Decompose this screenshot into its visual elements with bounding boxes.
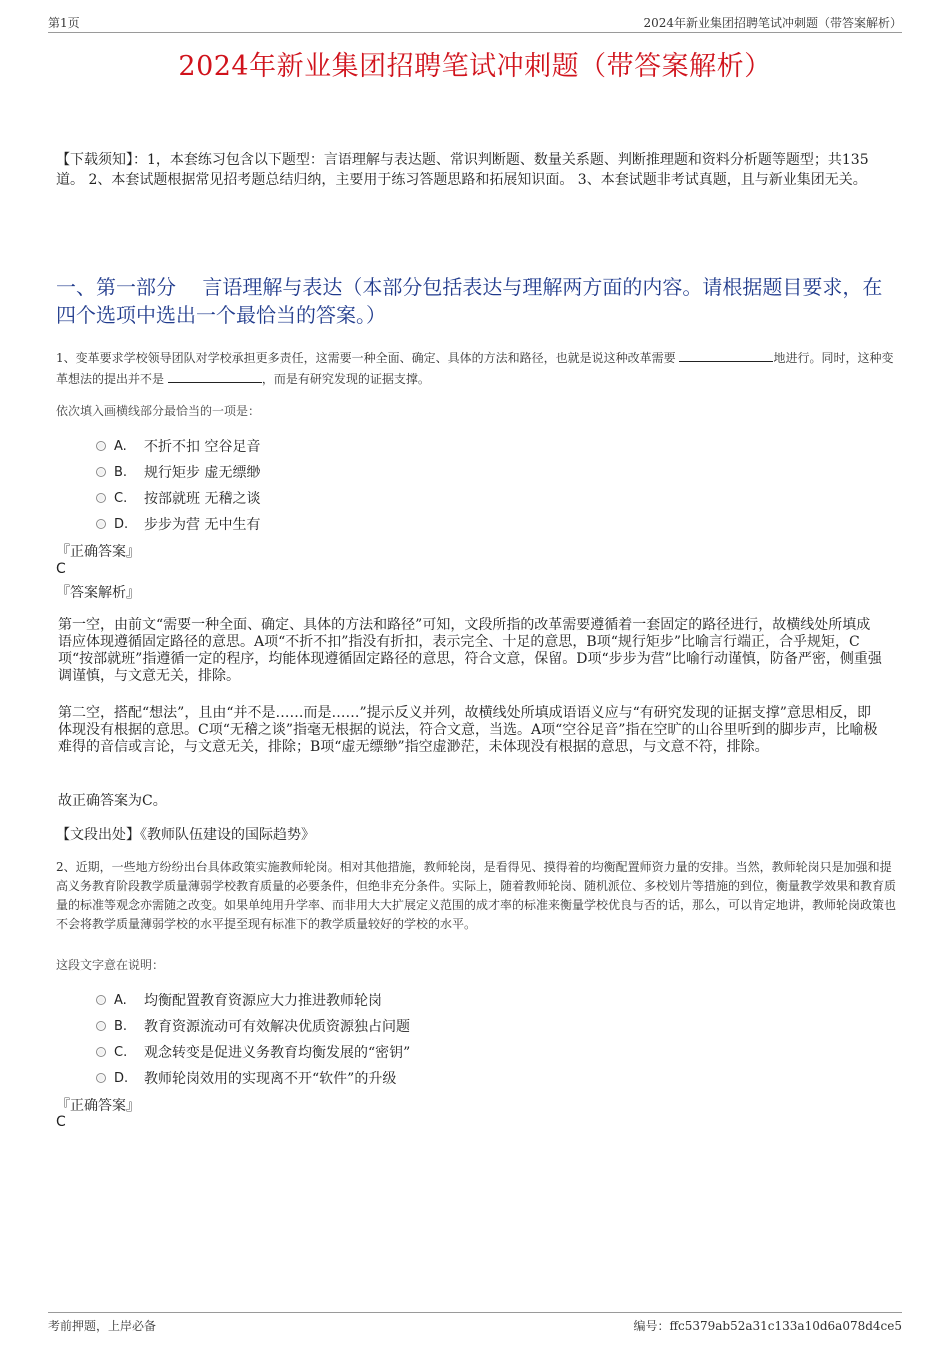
question-2-prompt: 这段文字意在说明： [56,958,165,972]
option-b[interactable]: B. 教育资源流动可有效解决优质资源独占问题 [96,1013,410,1039]
text-source: 【文段出处】《教师队伍建设的国际趋势》 [56,827,315,843]
option-d[interactable]: D. 步步为营 无中生有 [96,511,260,537]
question-1-stem: 1、变革要求学校领导团队对学校承担更多责任，这需要一种全面、确定、具体的方法和路径，也就是说这种改革需要 地进行。同时，这种变革想法的提出并不是 ，而是有研究发现的证据支撑。 [56,347,898,389]
header-doc-title: 2024年新业集团招聘笔试冲刺题（带答案解析） [643,16,902,30]
option-a[interactable]: A. 不折不扣 空谷足音 [96,433,260,459]
radio-icon[interactable] [96,1047,106,1057]
section-heading: 一、第一部分 言语理解与表达（本部分包括表达与理解两方面的内容。请根据题目要求，在四个选项中选出一个最恰当的答案。） [56,275,883,327]
option-d[interactable]: D. 教师轮岗效用的实现离不开“软件”的升级 [96,1065,410,1091]
radio-icon[interactable] [96,1021,106,1031]
radio-icon[interactable] [96,519,106,529]
analysis-label: 『答案解析』 [56,585,140,601]
correct-answer-label: 『正确答案』 [56,1098,140,1114]
page-number: 第1页 [48,16,80,30]
question-2-options [96,987,410,1091]
question-1-options [96,433,260,537]
option-c[interactable]: C. 观念转变是促进义务教育均衡发展的“密钥” [96,1039,410,1065]
correct-answer: C [56,561,66,577]
answer-blank-1 [679,347,773,362]
radio-icon[interactable] [96,1073,106,1083]
option-b[interactable]: B. 规行矩步 虚无缥缈 [96,459,260,485]
radio-icon[interactable] [96,441,106,451]
download-notice: 【下载须知】：1，本套练习包含以下题型：言语理解与表达题、常识判断题、数量关系题、判断推理题和资料分析题等题型；共135道。 2、本套试题根据常见招考题总结归纳，主要用于练习答题思路和拓展知识面。 3、本套试题非考试真题，且与新业集团无关。 [56,152,869,188]
answer-blank-2 [168,368,262,383]
analysis-conclusion: 故正确答案为C。 [58,793,167,809]
option-a[interactable]: A. 均衡配置教育资源应大力推进教师轮岗 [96,987,410,1013]
radio-icon[interactable] [96,467,106,477]
radio-icon[interactable] [96,995,106,1005]
page-footer [48,1312,902,1335]
footer-serial: 编号：ffc5379ab52a31c133a10d6a078d4ce5 [633,1319,902,1333]
radio-icon[interactable] [96,493,106,503]
option-c[interactable]: C. 按部就班 无稽之谈 [96,485,260,511]
analysis-paragraph-2: 第二空，搭配“想法”，且由“并不是……而是……”提示反义并列，故横线处所填成语语义应与“有研究发现的证据支撑”意思相反，即体现没有根据的意思。C项“无稽之谈”指毫无根据的说法，符合文意，当选。A项“空谷足音”指在空旷的山谷里听到的脚步声，比喻极难得的音信或言论，与文意无关，排除；B项“虚无缥缈”指空虚渺茫，未体现没有根据的意思，与文意不符，排除。 [58,705,878,755]
correct-answer: C [56,1114,66,1130]
correct-answer-label: 『正确答案』 [56,544,140,560]
analysis-paragraph-1: 第一空，由前文“需要一种全面、确定、具体的方法和路径”可知，文段所指的改革需要遵循着一套固定的路径进行，故横线处所填成语应体现遵循固定路径的意思。A项“不折不扣”指没有折扣，表示完全、十足的意思，B项“规行矩步”比喻言行端正，合乎规矩，C项“按部就班”指遵循一定的程序，均能体现遵循固定路径的意思，符合文意，保留。D项“步步为营”比喻行动谨慎，防备严密，侧重强调谨慎，与文意无关，排除。 [58,617,882,684]
page-header [48,14,902,33]
question-2-stem: 2、近期，一些地方纷纷出台具体政策实施教师轮岗。相对其他措施，教师轮岗，是看得见、摸得着的均衡配置师资力量的安排。当然，教师轮岗只是加强和提高义务教育阶段教学质量薄弱学校教育质量的必要条件，但绝非充分条件。实际上，随着教师轮岗、随机派位、多校划片等措施的到位，衡量教学效果和教育质量的标准等观念亦需随之改变。如果单纯用升学率、而非用大大扩展定义范围的成才率的标准来衡量学校优良与否的话，那么，可以肯定地讲，教师轮岗政策也不会将教学质量薄弱学校的水平提至现有标准下的教学质量较好的学校的水平。 [56,860,897,931]
question-1-prompt: 依次填入画横线部分最恰当的一项是： [56,404,261,418]
document-title: 2024年新业集团招聘笔试冲刺题（带答案解析） [178,51,772,82]
footer-slogan: 考前押题，上岸必备 [48,1319,157,1333]
